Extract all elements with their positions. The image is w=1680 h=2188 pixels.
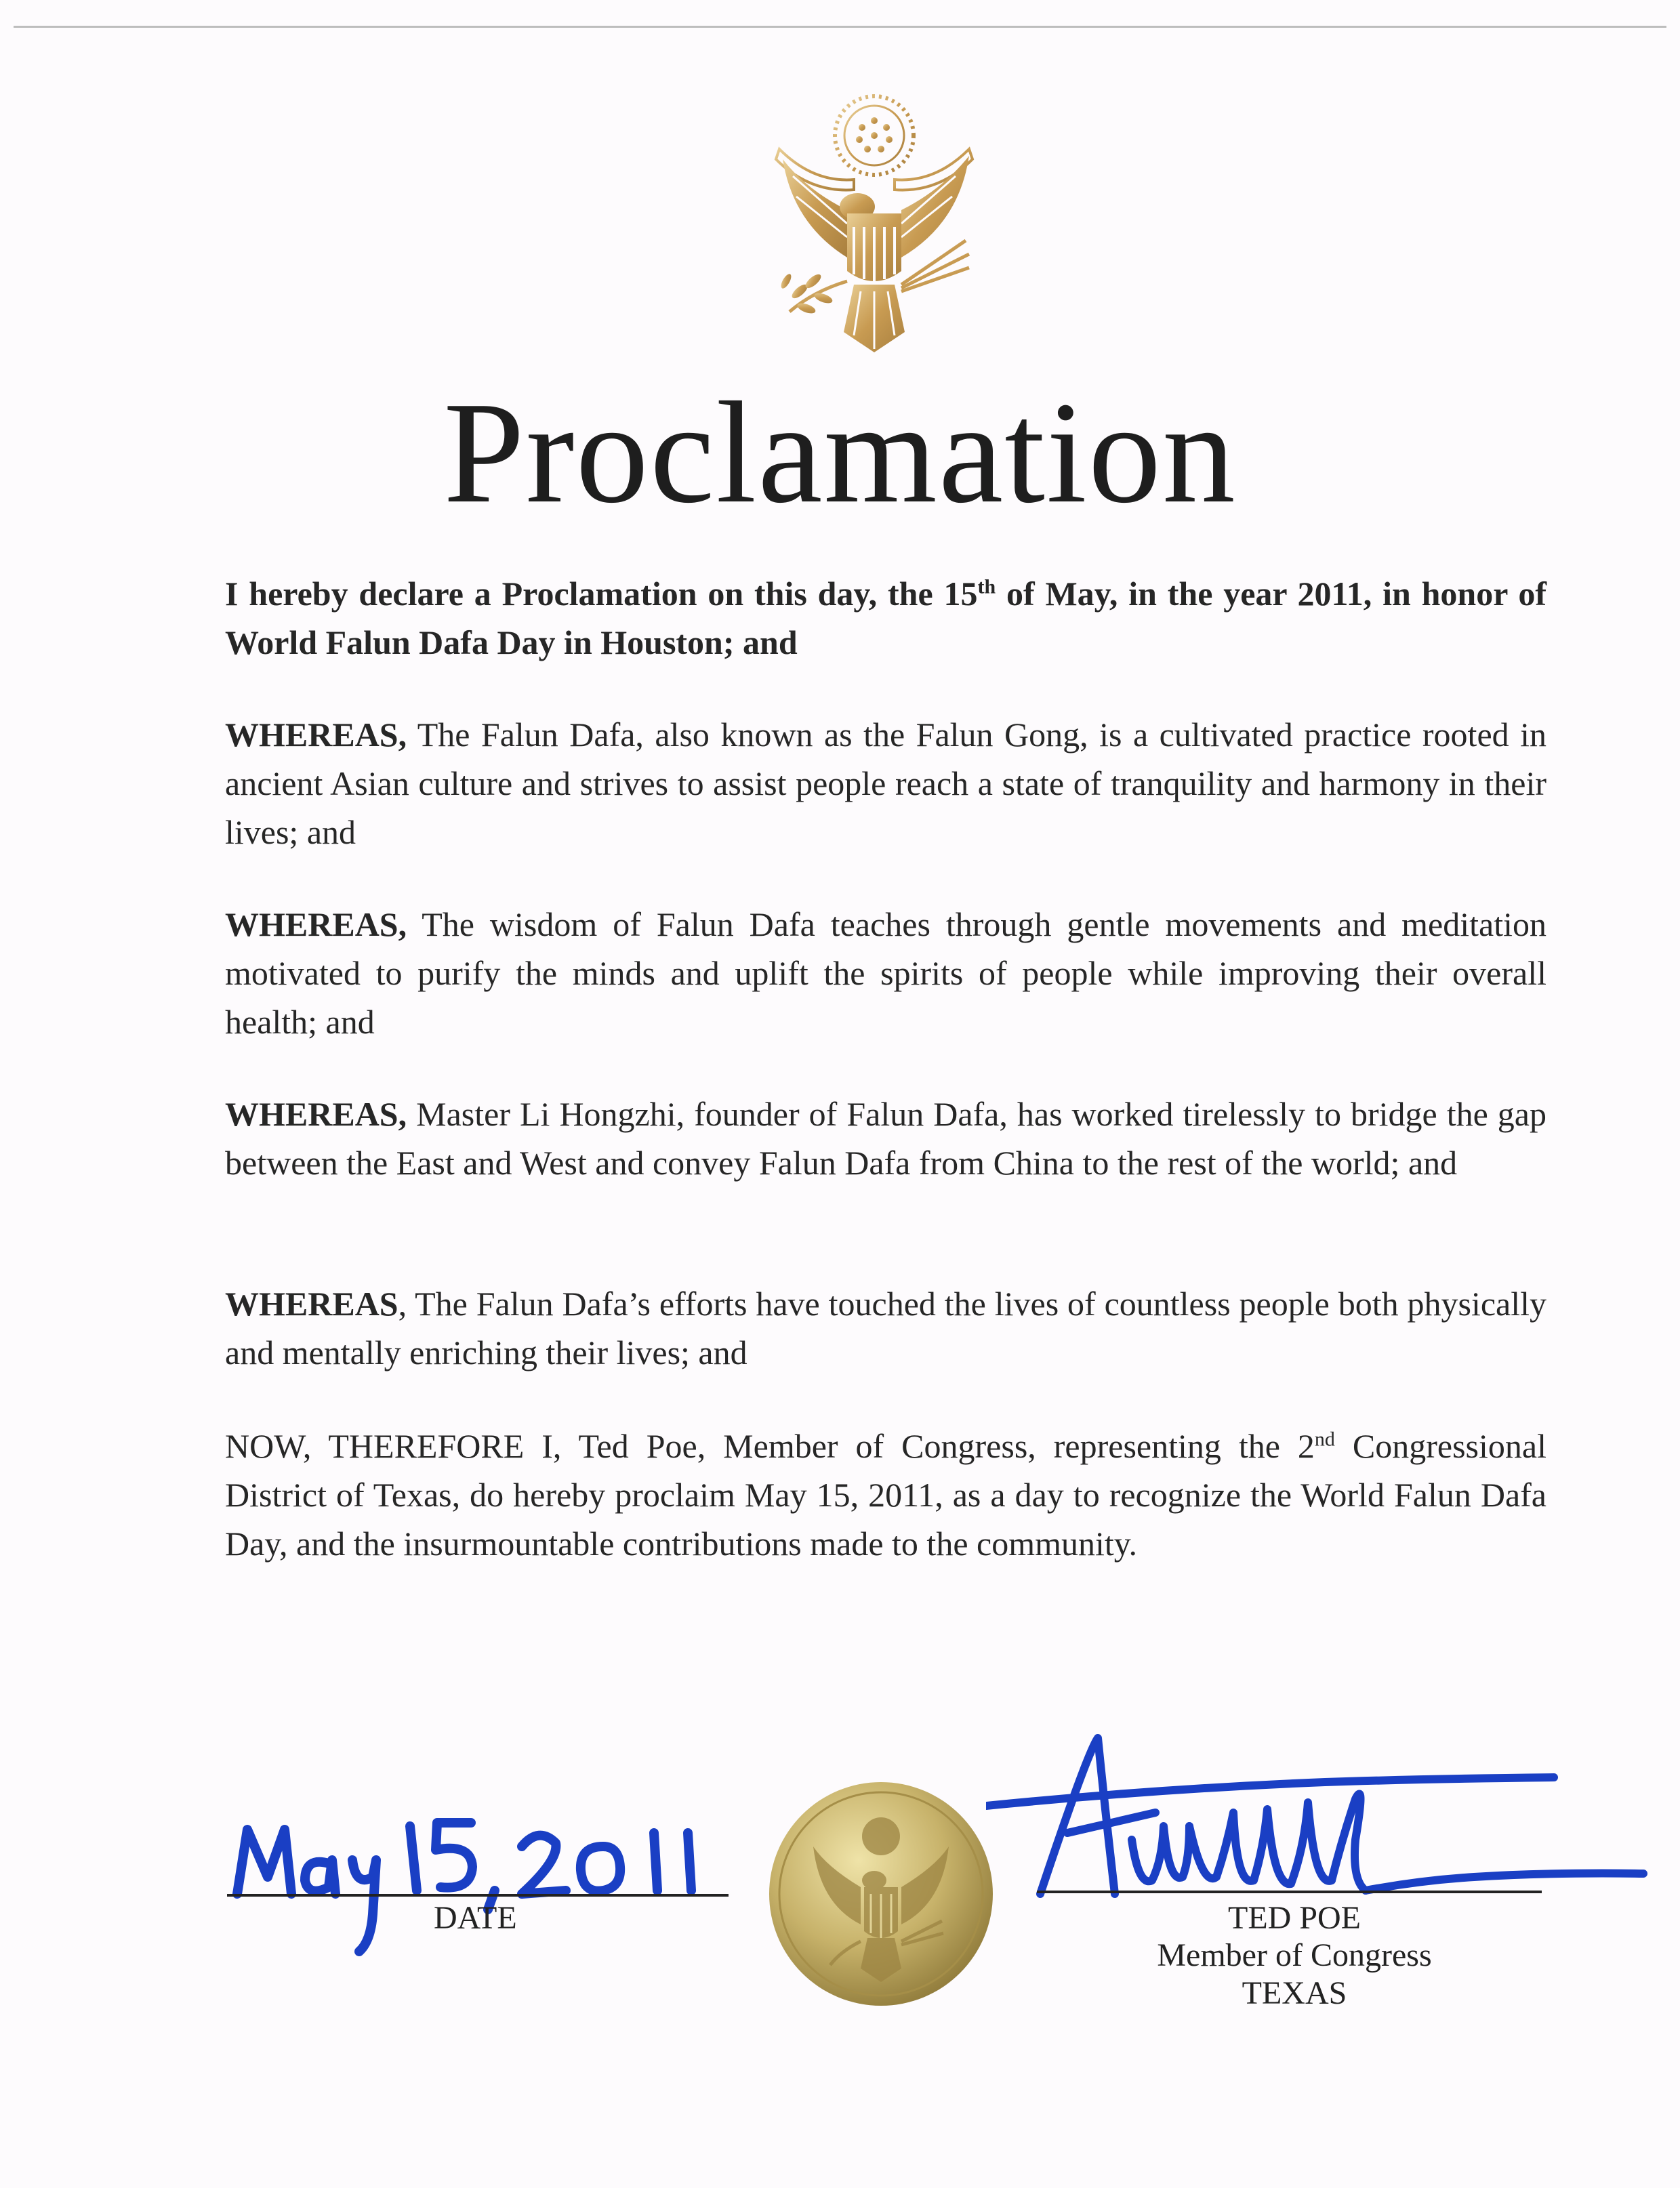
- whereas-paragraph-4: [225, 1279, 1546, 1377]
- closing-paragraph: [225, 1422, 1546, 1568]
- intro-text-end: of May, in the year 2011, in honor of World Falun Dafa Day in Houston; and: [225, 575, 1546, 661]
- whereas-text: The wisdom of Falun Dafa teaches through gentle movements and meditation motivated to purify the minds and uplift the spirits of people while improving their overall health; and: [225, 905, 1546, 1041]
- top-border-rule: [14, 26, 1666, 28]
- intro-ordinal: th: [977, 575, 996, 598]
- intro-text-start: I hereby declare a Proclamation on this day, the 15: [225, 575, 978, 613]
- whereas-lead: WHEREAS: [225, 1285, 398, 1323]
- whereas-lead: WHEREAS,: [225, 905, 407, 943]
- signer-name: TED POE: [1228, 1900, 1361, 1936]
- whereas-text: Master Li Hongzhi, founder of Falun Dafa, has worked tirelessly to bridge the gap between the East and West and convey Falun Dafa from China to the rest of the world; and: [225, 1095, 1546, 1182]
- signer-state: TEXAS: [1242, 1975, 1347, 2011]
- page-title: Proclamation: [443, 371, 1237, 533]
- handwritten-signature: [986, 1725, 1650, 1914]
- closing-ordinal: nd: [1314, 1428, 1335, 1451]
- great-seal-eagle-icon: [745, 88, 1003, 379]
- whereas-lead: WHEREAS,: [225, 1095, 407, 1133]
- intro-paragraph: [225, 569, 1546, 667]
- date-label: DATE: [434, 1900, 517, 1936]
- gold-foil-seal-icon: [766, 1779, 996, 2009]
- signer-signature-line: [1037, 1891, 1542, 1893]
- whereas-paragraph-3: [225, 1090, 1546, 1187]
- whereas-lead: WHEREAS,: [225, 716, 407, 754]
- whereas-paragraph-1: [225, 710, 1546, 856]
- closing-text-end: Congressional District of Texas, do hereby proclaim May 15, 2011, as a day to recognize the World Falun Dafa Day, and the insurmountable contributions made to the community.: [225, 1427, 1546, 1563]
- whereas-text: The Falun Dafa, also known as the Falun Gong, is a cultivated practice rooted in ancient Asian culture and strives to assist people reach a state of tranquility and harmony in their lives; and: [225, 716, 1546, 851]
- signer-title: Member of Congress: [1157, 1937, 1432, 1973]
- whereas-text: , The Falun Dafa’s efforts have touched the lives of countless people both physically and mentally enriching their lives; and: [225, 1285, 1546, 1371]
- date-signature-line: [227, 1894, 729, 1897]
- whereas-paragraph-2: [225, 900, 1546, 1046]
- closing-text-start: NOW, THEREFORE I, Ted Poe, Member of Congress, representing the 2: [225, 1427, 1315, 1465]
